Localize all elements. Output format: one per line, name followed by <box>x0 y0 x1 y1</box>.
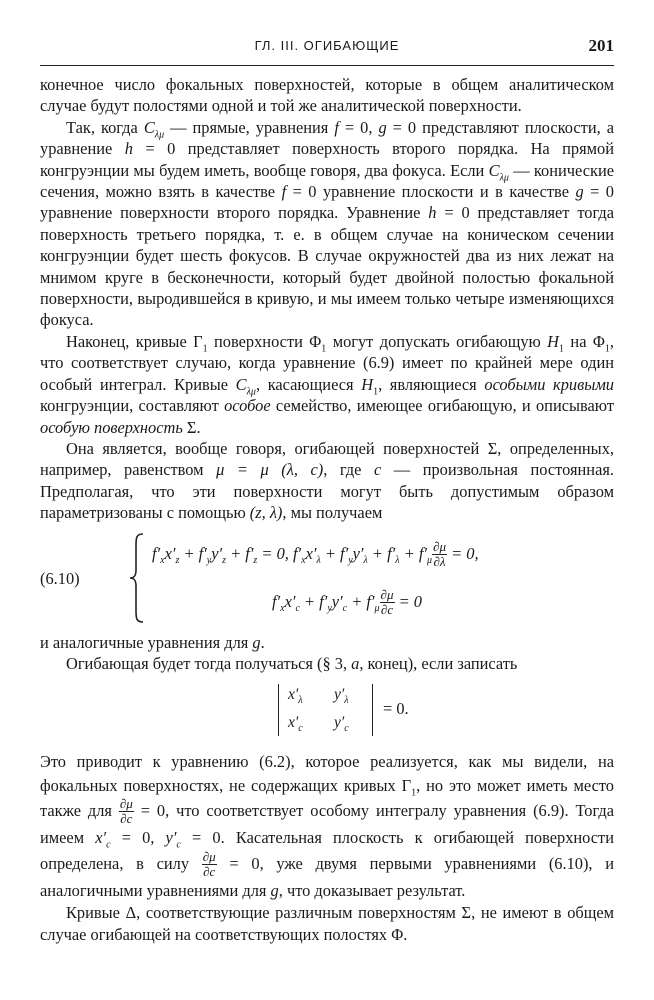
fraction-dmu-dc-inline-2: $\frac{\partial\mu}{\partial c}$ <box>202 848 216 879</box>
paragraph-4: Она является, вообще говоря, огибающей поверхностей Σ, определенных, например, равенством μ = μ (λ, c), где c — произвольная постоянная. Предполагая, что эти поверхности могут быть допустимым образом параметризованы с помощью (z, λ), мы получаем <box>40 438 614 523</box>
left-brace <box>128 532 146 624</box>
page-body <box>40 74 614 945</box>
fraction-dmu-dlambda: $\frac{\partial\mu}{\partial\lambda}$ <box>433 538 447 569</box>
page-number: 201 <box>588 36 614 55</box>
paragraph-7: Это приводит к уравнению (6.2), которое реализуется, как мы видели, на фокальных поверхностях, не содержащих кривых $\Gamma_1$, но это может иметь место также для $\frac{\partial\mu}{\partial c}$ = 0, что соответствует особому интегралу уравнения (6.9). Тогда имеем $x'_c = 0$, $y'_c = 0$. Касательная плоскость к огибающей поверхности определена, в силу $\frac{\partial\mu}{\partial c}$ = 0, уже двумя первыми уравнениями (6.10), и аналогичными уравнениями для g, что доказывает результат. <box>40 752 615 900</box>
chapter-title: ГЛ. III. ОГИБАЮЩИЕ <box>254 38 400 53</box>
paragraph-2: Так, когда $C_{\lambda\mu}$ — прямые, уравнения f = 0, g = 0 представляют плоскости, а уравнение h = 0 представляет поверхность второго порядка. На прямой конгруэнции мы будем иметь, вообще говоря, два фокуса. Если $C_{\lambda\mu}$ — конические сечения, можно взять в качестве f = 0 уравнение плоскости и в качестве g = 0 уравнение поверхности второго порядка. Уравнение h = 0 представляет тогда поверхность третьего порядка, т. е. в общем случае на коническом сечении конгруэнции будет шесть фокусов. В случае окружностей два из них лежат на мнимом круге в бесконечности, который будет двойной полостью фокальной поверхности, выродившейся в кривую, и мы имеем только четыре изменяющихся фокуса. <box>40 117 615 330</box>
equation-line-1: $f'_xx'_z + f'_yy'_z + f'_z = 0$, $f'_xx'_\lambda + f'_yy'_\lambda + f'_\lambda + f'_\mu$ $\frac{\partial\mu}{\partial\lambda}$ = 0, <box>152 538 479 569</box>
det-equals-zero: = 0. <box>383 699 409 719</box>
determinant-left-bar <box>278 684 279 736</box>
paragraph-1: конечное число фокальных поверхностей, которые в общем аналитическом случае будут полостями одной и той же аналитической поверхности. <box>40 75 614 116</box>
paragraph-3: Наконец, кривые $\Gamma_1$ поверхности $\Phi_1$ могут допускать огибающую $H_1$ на $\Phi_1$, что соответствует случаю, когда уравнение (6.9) имеет по крайней мере один особый интеграл. Кривые $C_{\lambda\mu}$, касающиеся $H_1$, являющиеся особыми кривыми конгруэнции, составляют особое семейство, имеющее огибающую, и описывают особую поверхность Σ. <box>40 331 614 437</box>
paragraph-6: Огибающая будет тогда получаться (§ 3, a, конец), если записать <box>66 653 518 673</box>
determinant-equation <box>40 680 614 742</box>
det-cell-y-lambda: $y'_\lambda$ <box>334 686 349 707</box>
fraction-dmu-dc: $\frac{\partial\mu}{\partial c}$ <box>380 586 394 617</box>
fraction-dmu-dc-inline-1: $\frac{\partial\mu}{\partial c}$ <box>119 796 133 827</box>
det-cell-x-c: $x'_c$ <box>288 714 303 735</box>
determinant-right-bar <box>372 684 373 736</box>
header-rule <box>40 65 614 66</box>
equation-6-10 <box>40 532 614 628</box>
paragraph-8: Кривые Δ, соответствующие различным поверхностям Σ, не имеют в общем случае огибающей на соответствующих полостях Φ. <box>40 903 614 944</box>
det-cell-y-c: $y'_c$ <box>334 714 349 735</box>
equation-line-2: $f'_xx'_c + f'_yy'_c + f'_\mu$ $\frac{\partial\mu}{\partial c}$ = 0 <box>272 586 422 617</box>
equation-label: (6.10) <box>40 568 80 588</box>
det-cell-x-lambda: $x'_\lambda$ <box>288 686 303 707</box>
paragraph-5: и аналогичные уравнения для g. <box>40 632 265 652</box>
